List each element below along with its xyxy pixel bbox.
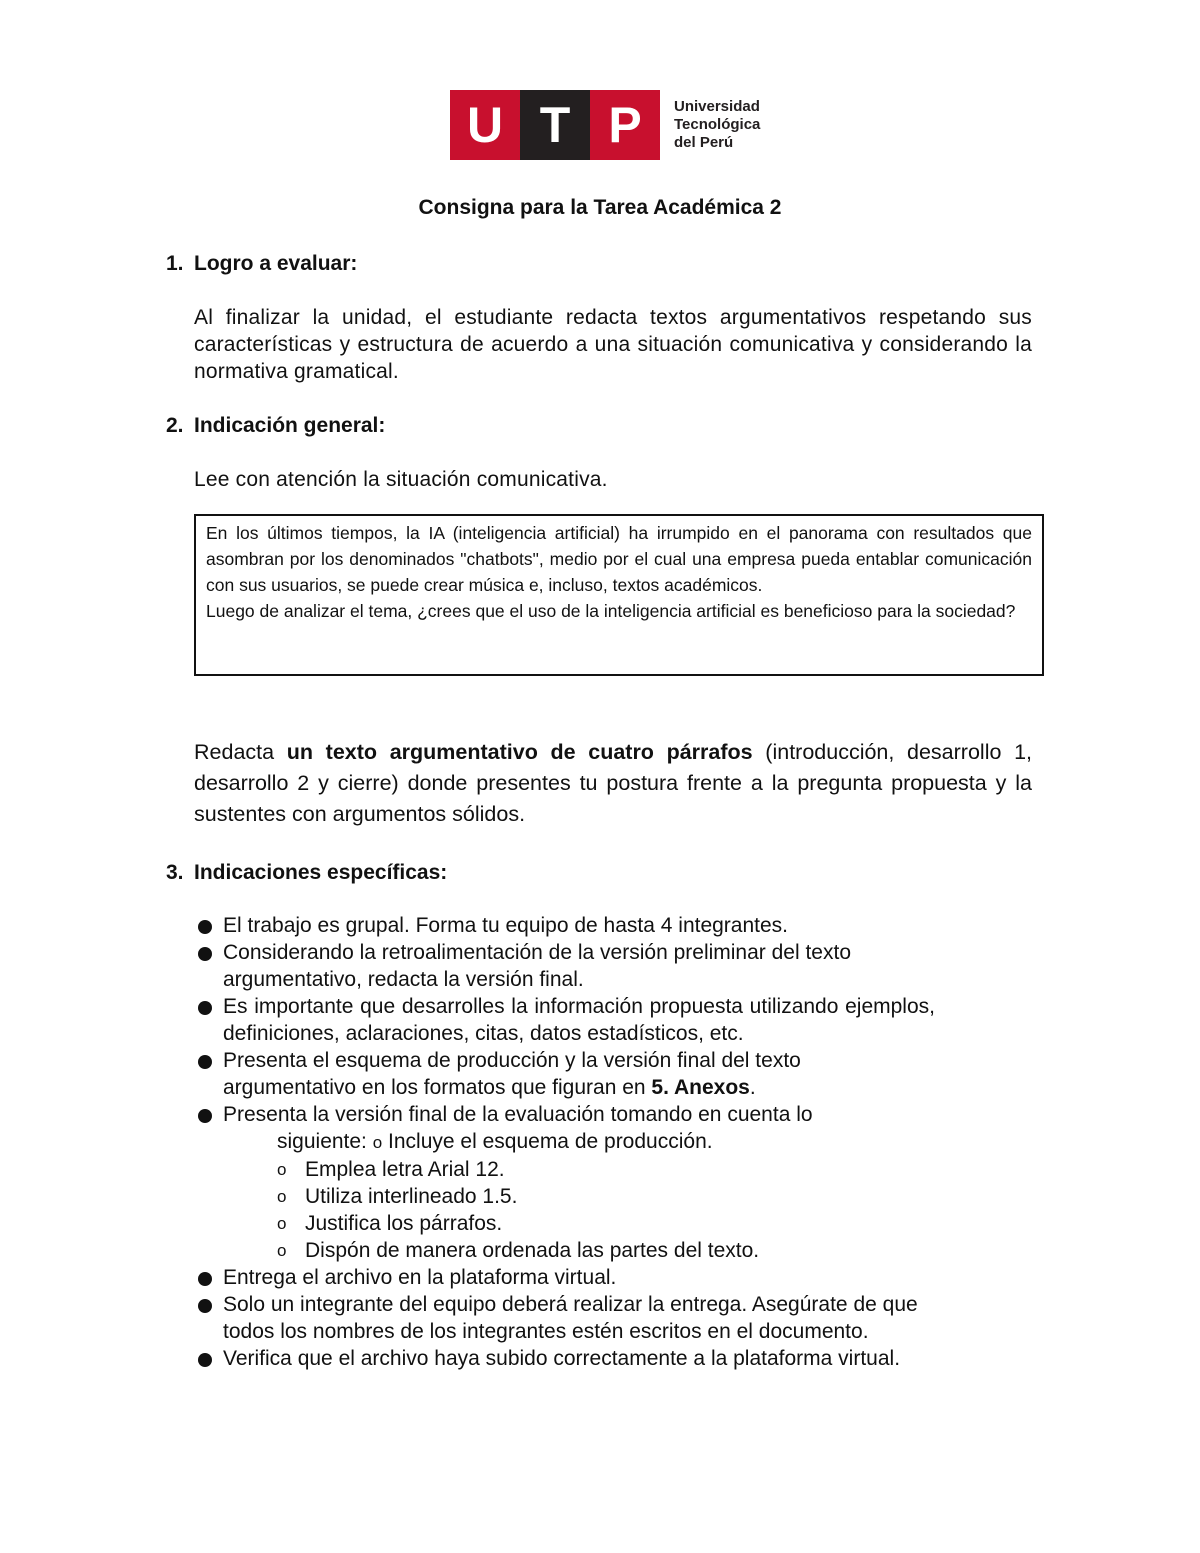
section-title: Indicaciones específicas: (194, 861, 448, 884)
logo-letter-p: P (590, 90, 660, 160)
list-item-text-line (223, 1074, 1016, 1101)
specific-instructions-list (196, 912, 1016, 1372)
section-2-heading (166, 414, 385, 438)
bullet-icon (198, 920, 212, 934)
situation-question: Luego de analizar el tema, ¿crees que el uso de la inteligencia artificial es beneficioso para la sociedad? (206, 601, 1016, 621)
logo-letter-t: T (520, 90, 590, 160)
sub-list-item-text: Emplea letra Arial 12. (305, 1158, 505, 1181)
list-item-text: El trabajo es grupal. Forma tu equipo de hasta 4 integrantes. (223, 914, 789, 937)
list-item (196, 939, 1016, 993)
list-item (196, 1291, 1016, 1345)
logo-letter-u: U (450, 90, 520, 160)
sub-bullet-icon: o (277, 1241, 287, 1260)
section-number: 3. (166, 861, 184, 884)
list-item (196, 1264, 1016, 1291)
list-item-text-pre: argumentativo en los formatos que figuran en (223, 1076, 652, 1099)
logo-wordmark (674, 98, 760, 152)
communicative-situation-box (194, 514, 1044, 676)
list-item (196, 1101, 1016, 1264)
bullet-icon (198, 1001, 212, 1015)
sub-list-item (277, 1210, 1016, 1237)
bullet-icon (198, 947, 212, 961)
section-2-intro: Lee con atención la situación comunicativa. (194, 468, 608, 491)
task-text-post: (introducción, desarrollo 1, desarrollo 2 y cierre) donde presentes tu postura frente a la pregunta propuesta y la sustentes con argumentos sólidos. (194, 740, 1033, 826)
logo-line-2: Tecnológica (674, 116, 761, 133)
section-1-text: Al finalizar la unidad, el estudiante redacta textos argumentativos respetando sus características y estructura de acuerdo a una situación comunicativa y considerando la normativa gramatical. (194, 306, 1032, 383)
sub-bullet-icon: o (277, 1187, 287, 1206)
logo-mark (450, 90, 660, 160)
list-item-text-line: argumentativo, redacta la versión final. (223, 968, 584, 991)
section-3-heading (166, 861, 447, 885)
list-item-text-post: . (749, 1076, 756, 1099)
logo-line-1: Universidad (674, 98, 760, 115)
list-item-text-line: todos los nombres de los integrantes estén escritos en el documento. (223, 1320, 869, 1343)
list-item-text-line: Presenta el esquema de producción y la versión final del texto (223, 1049, 801, 1072)
task-text-bold: un texto argumentativo de cuatro párrafos (286, 740, 753, 764)
list-item-text-line: Presenta la versión final de la evaluación tomando en cuenta lo (223, 1103, 813, 1126)
section-number: 1. (166, 252, 184, 275)
situation-paragraph: En los últimos tiempos, la IA (inteligencia artificial) ha irrumpido en el panorama con resultados que asombran por los denominados "chatbots", medio por el cual una empresa pueda entablar comunicación con sus usuarios, se puede crear música e, incluso, textos académicos. (206, 523, 1032, 595)
logo-line-3: del Perú (674, 134, 734, 151)
section-title: Indicación general: (194, 414, 386, 437)
sub-list-item-text: Utiliza interlineado 1.5. (305, 1185, 518, 1208)
sub-bullet-icon: o (277, 1214, 287, 1233)
list-item (196, 1345, 1016, 1372)
annex-reference: 5. Anexos (651, 1076, 750, 1099)
document-title: Consigna para la Tarea Académica 2 (418, 196, 782, 219)
task-text-pre: Redacta (194, 740, 287, 764)
bullet-icon (198, 1055, 212, 1069)
list-item-text: Verifica que el archivo haya subido correctamente a la plataforma virtual. (223, 1347, 901, 1370)
section-title: Logro a evaluar: (194, 252, 358, 275)
list-item-text-line (223, 1128, 1016, 1156)
utp-logo (450, 90, 760, 160)
section-number: 2. (166, 414, 184, 437)
sub-bullet-icon: o (277, 1160, 287, 1179)
sub-list-item (277, 1237, 1016, 1264)
list-item-text: Entrega el archivo en la plataforma virtual. (223, 1266, 617, 1289)
list-item-text: Es importante que desarrolles la información propuesta utilizando ejemplos, definiciones, aclaraciones, citas, datos estadísticos, etc. (223, 995, 935, 1045)
bullet-icon (198, 1299, 212, 1313)
list-item-text-pre: siguiente: (277, 1130, 373, 1153)
bullet-icon (198, 1353, 212, 1367)
sub-list-item (277, 1183, 1016, 1210)
section-1-heading (166, 252, 357, 276)
list-item-text-line: Solo un integrante del equipo deberá realizar la entrega. Asegúrate de que (223, 1293, 918, 1316)
task-instruction (194, 737, 1032, 830)
list-item (196, 993, 935, 1047)
sub-bullet-icon: o (372, 1133, 383, 1152)
sub-list-item (277, 1156, 1016, 1183)
sub-list-item-text: Dispón de manera ordenada las partes del texto. (305, 1239, 760, 1262)
list-item (196, 912, 1016, 939)
bullet-icon (198, 1109, 212, 1123)
sub-list-item: Incluye el esquema de producción. (388, 1130, 713, 1153)
list-item (196, 1047, 1016, 1101)
list-item-text-line: Considerando la retroalimentación de la versión preliminar del texto (223, 941, 852, 964)
sub-list-item-text: Justifica los párrafos. (305, 1212, 503, 1235)
bullet-icon (198, 1272, 212, 1286)
